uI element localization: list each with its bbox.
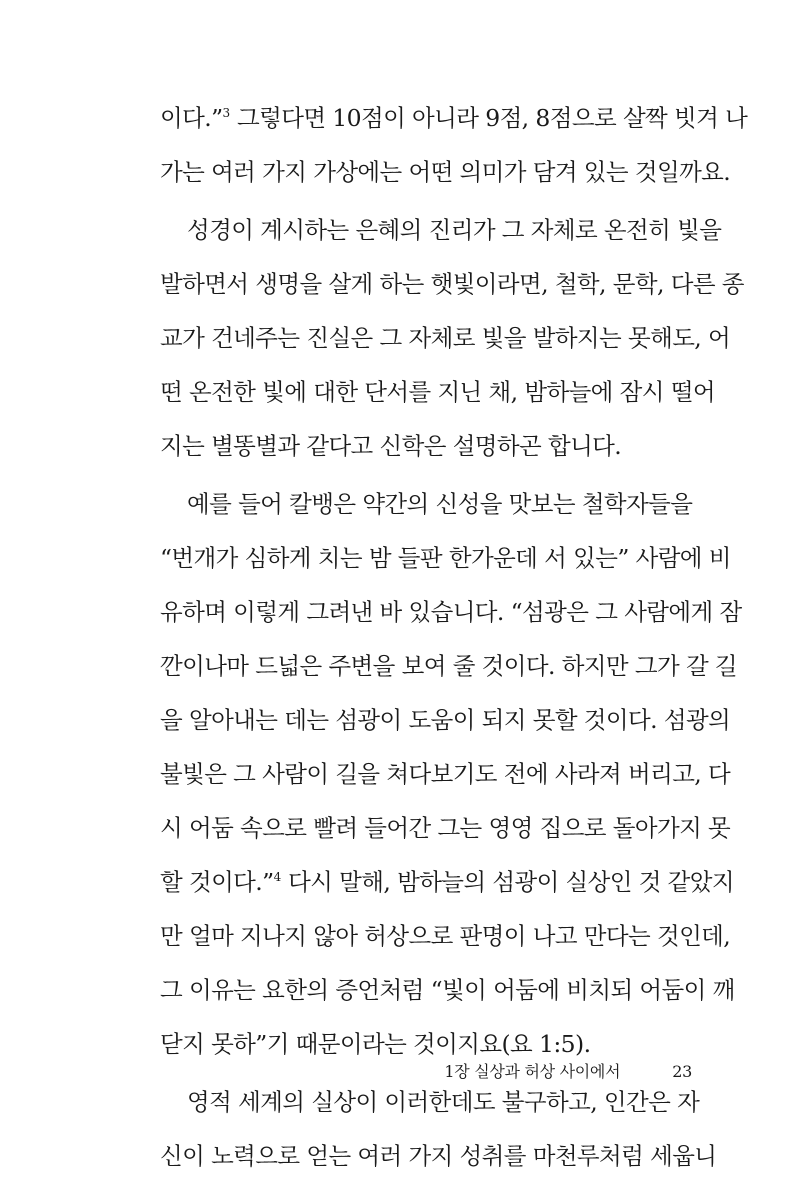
text-line: 불빛은 그 사람이 길을 쳐다보기도 전에 사라져 버리고, 다 [160, 760, 731, 788]
text-line: 교가 건네주는 진실은 그 자체로 빛을 발하지는 못해도, 어 [160, 324, 731, 352]
text-line: 신이 노력으로 얻는 여러 가지 성취를 마천루처럼 세웁니 [160, 1142, 717, 1170]
footnote-marker: 3 [222, 106, 231, 120]
footnote-marker: 4 [273, 870, 282, 884]
text-span: 할 것이다.” [160, 868, 274, 896]
text-line: 을 알아내는 데는 섬광이 도움이 되지 못할 것이다. 섬광의 [160, 706, 731, 734]
text-line: 깐이나마 드넓은 주변을 보여 줄 것이다. 하지만 그가 갈 길 [160, 652, 738, 680]
text-span: 그렇다면 10점이 아니라 9점, 8점으로 살짝 빗겨 나 [230, 104, 748, 132]
text-line: 시 어둠 속으로 빨려 들어간 그는 영영 집으로 돌아가지 못 [160, 814, 731, 842]
page-number: 23 [672, 1062, 692, 1081]
text-line: 만 얼마 지나지 않아 허상으로 판명이 나고 만다는 것인데, [160, 922, 731, 950]
text-line [160, 96, 748, 150]
text-line [160, 860, 734, 914]
text-line: 유하며 이렇게 그려낸 바 있습니다. “섬광은 그 사람에게 잠 [160, 598, 742, 626]
text-line: 지는 별똥별과 같다고 신학은 설명하곤 합니다. [160, 432, 622, 460]
running-footer-chapter: 1장 실상과 허상 사이에서 [444, 1062, 621, 1081]
text-span: 이다.” [160, 104, 223, 132]
text-line: 가는 여러 가지 가상에는 어떤 의미가 담겨 있는 것일까요. [160, 158, 731, 186]
text-line: 그 이유는 요한의 증언처럼 “빛이 어둠에 비치되 어둠이 깨 [160, 976, 735, 1004]
body-text [160, 96, 748, 1188]
text-span: 다시 말해, 밤하늘의 섬광이 실상인 것 같았지 [281, 868, 734, 896]
paragraph-first-line: 예를 들어 칼뱅은 약간의 신성을 맛보는 철학자들을 [187, 490, 693, 518]
paragraph-first-line: 영적 세계의 실상이 이러한데도 불구하고, 인간은 자 [187, 1088, 700, 1116]
text-line: 떤 온전한 빛에 대한 단서를 지닌 채, 밤하늘에 잠시 떨어 [160, 378, 715, 406]
text-line: 닫지 못하”기 때문이라는 것이지요(요 1:5). [160, 1030, 591, 1058]
text-line: “번개가 심하게 치는 밤 들판 한가운데 서 있는” 사람에 비 [160, 544, 731, 572]
paragraph-first-line: 성경이 계시하는 은혜의 진리가 그 자체로 온전히 빛을 [187, 216, 722, 244]
text-line: 발하면서 생명을 살게 하는 햇빛이라면, 철학, 문학, 다른 종 [160, 270, 744, 298]
page-footer [400, 1058, 692, 1086]
